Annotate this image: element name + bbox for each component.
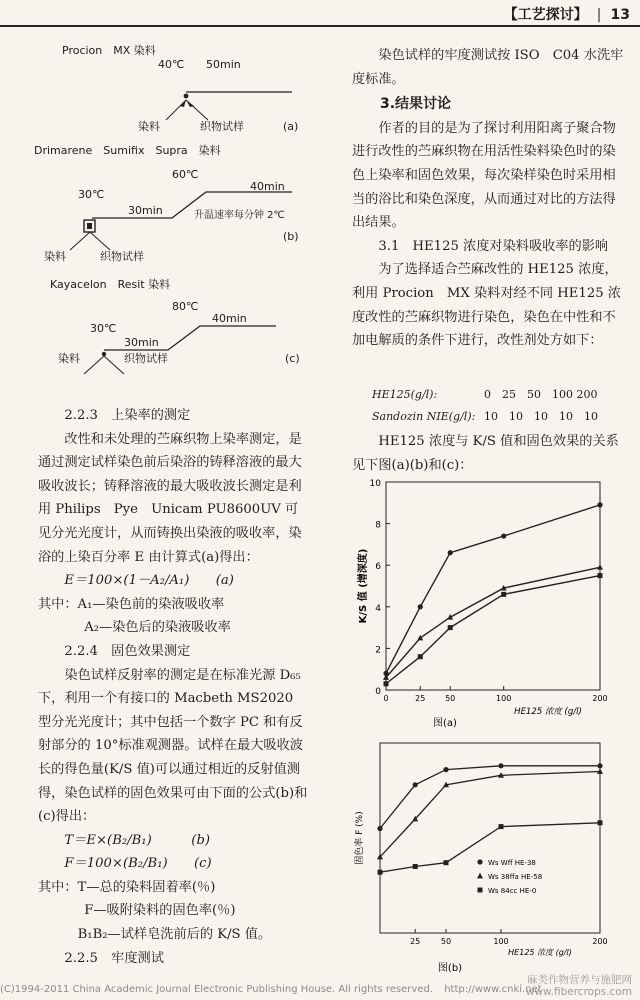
chart-a-series-line <box>386 567 600 677</box>
chart-b-point <box>413 782 418 787</box>
diagram-b-temp-high: 60℃ <box>172 168 199 181</box>
chart-b-point <box>378 870 383 875</box>
chart-a-ytick-label: 10 <box>369 479 381 489</box>
chart-a-point <box>597 564 603 570</box>
left-column-text <box>38 404 308 970</box>
diagram-c-tag: (c) <box>285 352 300 365</box>
eq-a-where2: A₂—染色后的染液吸收率 <box>84 620 231 636</box>
chart-a-series-line <box>386 505 600 673</box>
chart-b-xtick-label: 200 <box>592 937 608 946</box>
chart-a-point <box>384 681 389 686</box>
chart-b-xtick-label: 100 <box>493 937 509 946</box>
chart-b-point <box>597 763 602 768</box>
s31-title: 3.1 HE125 浓度对染料吸收率的影响 <box>378 238 609 254</box>
chart-a-xtick-label: 50 <box>445 694 456 703</box>
diagram-a-temp: 40℃ <box>158 58 185 71</box>
s225-title: 2.2.5 牢度测试 <box>64 950 164 966</box>
chart-a-ytick-label: 8 <box>375 520 381 531</box>
fig-intro-text: HE125 浓度与 K/S 值和固色效果的关系见下图(a)(b)和(c)： <box>352 434 619 473</box>
recipe-row-1 <box>372 384 632 406</box>
diagram-b-label-dye: 染料 <box>44 250 66 263</box>
chart-b-legend-marker <box>478 888 483 893</box>
diagram-c-profile <box>0 270 320 400</box>
diagram-b-time2: 40min <box>250 180 285 193</box>
eq-c: F＝100×(B₂/B₁) (c) <box>64 856 212 872</box>
recipe-row2-vals: 10 10 10 10 10 <box>484 410 598 423</box>
chart-b <box>350 735 630 985</box>
chart-a-ytick-label: 0 <box>375 687 381 697</box>
chart-a-point <box>597 502 602 507</box>
chart-a-ytick-label: 6 <box>375 562 381 573</box>
chart-b-frame <box>380 743 600 933</box>
s224-title: 2.2.4 固色效果测定 <box>64 643 191 659</box>
chart-a-point <box>448 550 453 555</box>
chart-a-ylabel: K/S 值 (增深度) <box>358 548 369 624</box>
chart-b-point <box>498 763 503 768</box>
chart-a-ytick-label: 4 <box>375 603 381 614</box>
diagram-b-ramp: 升温速率每分钟 2℃ <box>194 210 285 221</box>
diagram-c-temp-high: 80℃ <box>172 300 199 313</box>
chart-b-series-line <box>380 766 600 829</box>
chart-b-legend-marker <box>477 873 483 879</box>
recipe-table <box>372 384 632 428</box>
recipe-row-2 <box>372 406 632 428</box>
chart-a-xtick-label: 200 <box>592 694 608 703</box>
watermark-line1: 麻类作物营养与施肥网 <box>527 974 632 986</box>
recipe-row1-label: HE125(g/l): <box>372 388 438 401</box>
chart-b-xlabel: HE125 浓度 (g/l) <box>508 948 572 957</box>
chart-a-xtick-label: 0 <box>383 694 389 703</box>
chart-b-point <box>598 820 603 825</box>
s31-body: 为了选择适合苎麻改性的 HE125 浓度，利用 Procion MX 染料对经不同 HE125 浓度改性的苎麻织物进行染色，染色在中性和不加电解质的条件下进行，改性剂处方如下： <box>352 262 621 349</box>
diagram-a <box>0 30 320 140</box>
diagram-c-label-fabric: 织物试样 <box>124 352 168 365</box>
s3-body: 作者的目的是为了探讨利用阳离子聚合物进行改性的苎麻织物在用活性染料染色时的染色上染率和固色效果，每次染样染色时采用相当的浴比和染色深度，从而通过对比的方法得出结果。 <box>352 120 616 231</box>
chart-b-ylabel: 固色率 F (%) <box>355 811 365 865</box>
diagram-c-label-dye: 染料 <box>58 352 80 365</box>
diagram-c-title: Kayacelon Resit 染料 <box>50 278 171 291</box>
recipe-row1-vals: 0 25 50 100 200 <box>484 388 598 401</box>
running-header: 【工艺探讨】 | 13 <box>503 7 630 23</box>
footer-url: http://www.cnki.net <box>444 984 542 995</box>
diagram-b-title: Drimarene Sumifix Supra 染料 <box>34 144 221 157</box>
chart-a-point <box>501 592 506 597</box>
chart-b-caption: 图(b) <box>437 963 463 974</box>
diagram-c-time2: 40min <box>212 312 247 325</box>
diagram-a-label-fabric: 织物试样 <box>200 120 244 133</box>
diagram-a-tag: (a) <box>283 120 299 133</box>
s224-body: 染色试样反射率的测定是在标准光源 D₆₅ 下，利用一个有接口的 Macbeth MS2020 型分光光度计；其中包括一个数字 PC 和有反射部分的 10°标准观测器。试样在最大吸收波长的得色量(K/S 值)可以通过相近的反射值测得，染色试样的固色效果可由下面的公式(b)和(c)得出： <box>38 667 308 825</box>
header-rule <box>0 25 640 27</box>
chart-b-xtick-label: 25 <box>410 937 421 946</box>
recipe-row2-label: Sandozin NIE(g/l): <box>372 410 476 423</box>
chart-b-point <box>444 860 449 865</box>
chart-a-xlabel: HE125 浓度 (g/l) <box>514 707 582 717</box>
diagram-a-label-dye: 染料 <box>138 120 160 133</box>
chart-b-point <box>499 824 504 829</box>
diagram-c-temp-low: 30℃ <box>90 322 117 335</box>
chart-a-point <box>417 635 423 641</box>
chart-b-legend-label: Ws Wff HE-38 <box>488 859 536 867</box>
chart-a-point <box>501 533 506 538</box>
chart-a-xtick-label: 100 <box>496 694 512 703</box>
eq-where3: B₁B₂—试样皂洗前后的 K/S 值。 <box>77 927 272 943</box>
page-number: 13 <box>610 7 630 23</box>
eq-a: E＝100×(1－A₂/A₁) (a) <box>64 573 234 589</box>
diagram-b-tag: (b) <box>283 230 299 243</box>
chart-b-xtick-label: 50 <box>440 937 452 946</box>
right-intro: 染色试样的牢度测试按 ISO C04 水洗牢度标准。 <box>352 48 624 87</box>
chart-a-series-line <box>386 576 600 684</box>
header-section: 【工艺探讨】 <box>503 7 588 23</box>
diagram-a-title: Procion MX 染料 <box>62 44 156 57</box>
eq-b: T＝E×(B₂/B₁) (b) <box>64 832 211 848</box>
chart-b-point <box>443 767 448 772</box>
chart-b-point <box>377 826 382 831</box>
diagram-c <box>0 270 320 400</box>
diagram-b-time1: 30min <box>128 204 163 217</box>
chart-a-caption: 图(a) <box>433 718 457 729</box>
chart-a-xtick-label: 25 <box>415 694 426 703</box>
chart-a-point <box>418 654 423 659</box>
eq-where2: F—吸附染料的固色率(％) <box>84 903 236 919</box>
diagram-b-label-fabric: 织物试样 <box>100 250 144 263</box>
diagram-a-profile <box>0 30 320 140</box>
diagram-c-time1: 30min <box>124 336 159 349</box>
chart-a-point <box>598 573 603 578</box>
footer-copyright: (C)1994-2011 China Academic Journal Electronic Publishing House. All rights reserved. <box>0 984 433 995</box>
watermark <box>526 974 632 998</box>
chart-b-legend-marker <box>477 859 482 864</box>
s3-title: 3.结果讨论 <box>380 96 452 113</box>
diagram-a-time: 50min <box>206 58 241 71</box>
diagram-b-temp-low: 30℃ <box>78 188 105 201</box>
chart-a-point <box>418 604 423 609</box>
chart-a <box>350 470 630 740</box>
eq-a-where1: 其中：A₁—染色前的染液吸收率 <box>38 596 225 612</box>
eq-where1: 其中：T—总的染料固着率(％) <box>38 879 216 895</box>
s223-title: 2.2.3 上染率的测定 <box>64 408 191 423</box>
chart-b-point <box>413 864 418 869</box>
chart-a-point <box>448 625 453 630</box>
watermark-line2: www.fibercrops.com <box>525 986 632 998</box>
s223-body: 改性和未处理的苎麻织物上染率测定，是通过测定试样染色前后染浴的铸释溶液的最大吸收波长；铸释溶液的最大吸收波长测定是利用 Philips Pye Unicam PU8600UV 可见分光光度计，从而铸换出染液的吸收率，染浴的上染百分率 E 由计算式(a)得出： <box>38 431 302 565</box>
chart-b-legend-label: Ws 84cc HE-0 <box>488 887 537 895</box>
right-column-text <box>352 44 624 353</box>
diagram-b <box>0 140 320 270</box>
chart-b-legend-label: Ws 38ffa HE-58 <box>488 873 543 881</box>
chart-a-ytick-label: 2 <box>375 645 381 656</box>
